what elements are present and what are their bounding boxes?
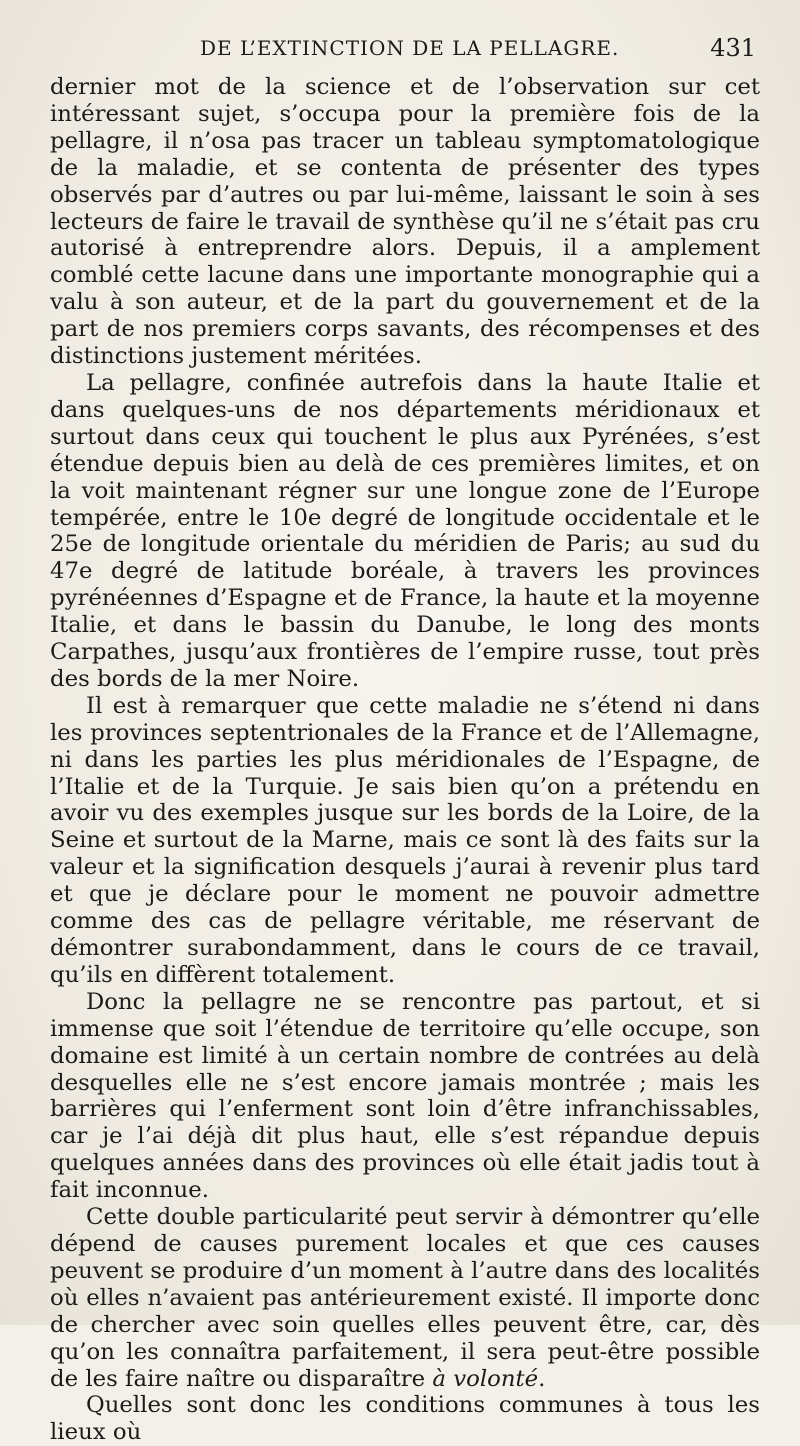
page-body xyxy=(50,74,760,1446)
running-title: DE L’EXTINCTION DE LA PELLAGRE. xyxy=(200,36,620,60)
paragraph-6: Quelles sont donc les conditions communes à tous les lieux où xyxy=(50,1392,760,1446)
page-number: 431 xyxy=(710,34,756,62)
paragraph-5 xyxy=(50,1204,760,1392)
paragraph-5-italic: à volonté xyxy=(432,1365,539,1392)
paragraph-5-punct: . xyxy=(538,1365,546,1392)
paragraph-2: La pellagre, confinée autrefois dans la haute Italie et dans quelques-uns de nos départements méridionaux et surtout dans ceux qui touchent le plus aux Pyrénées, s’est étendue depuis bien au delà de ces premières limites, et on la voit maintenant régner sur une longue zone de l’Europe tempérée, entre le 10e degré de longitude occidentale et le 25e de longitude orientale du méridien de Paris; au sud du 47e degré de latitude boréale, à travers les provinces pyrénéennes d’Espagne et de France, la haute et la moyenne Italie, et dans le bassin du Danube, le long des monts Carpathes, jusqu’aux frontières de l’empire russe, tout près des bords de la mer Noire. xyxy=(50,369,760,692)
paragraph-1: dernier mot de la science et de l’observation sur cet intéressant sujet, s’occupa pour la première fois de la pellagre, il n’osa pas tracer un tableau symptomatologique de la maladie, et se contenta de présenter des types observés par d’autres ou par lui-même, laissant le soin à ses lecteurs de faire le travail de synthèse qu’il ne s’était pas cru autorisé à entreprendre alors. Depuis, il a amplement comblé cette lacune dans une importante monographie qui a valu à son auteur, et de la part du gouvernement et de la part de nos premiers corps savants, des récompenses et des distinctions justement méritées. xyxy=(50,74,760,370)
paragraph-3: Il est à remarquer que cette maladie ne s’étend ni dans les provinces septentrionales de la France et de l’Allemagne, ni dans les parties les plus méridionales de l’Espagne, de l’Italie et de la Turquie. Je sais bien qu’on a prétendu en avoir vu des exemples jusque sur les bords de la Loire, de la Seine et surtout de la Marne, mais ce sont là des faits sur la valeur et la signification desquels j’aurai à revenir plus tard et que je déclare pour le moment ne pouvoir admettre comme des cas de pellagre véritable, me réservant de démontrer surabondamment, dans le cours de ce travail, qu’ils en diffèrent totalement. xyxy=(50,692,760,988)
page-header xyxy=(50,30,760,74)
paragraph-4: Donc la pellagre ne se rencontre pas partout, et si immense que soit l’étendue de territoire qu’elle occupe, son domaine est limité à un certain nombre de contrées au delà desquelles elle ne s’est encore jamais montrée ; mais les barrières qui l’enferment sont loin d’être infranchissables, car je l’ai déjà dit plus haut, elle s’est répandue depuis quelques années dans des provinces où elle était jadis tout à fait inconnue. xyxy=(50,988,760,1204)
paragraph-5-text: Cette double particularité peut servir à démontrer qu’elle dépend de causes purement locales et que ces causes peuvent se produire d’un moment à l’autre dans des localités où elles n’avaient pas antérieurement existé. Il importe donc de chercher avec soin quelles elles peuvent être, car, dès qu’on les connaîtra parfaitement, il sera peut-être possible de les faire naître ou disparaître xyxy=(50,1204,760,1392)
